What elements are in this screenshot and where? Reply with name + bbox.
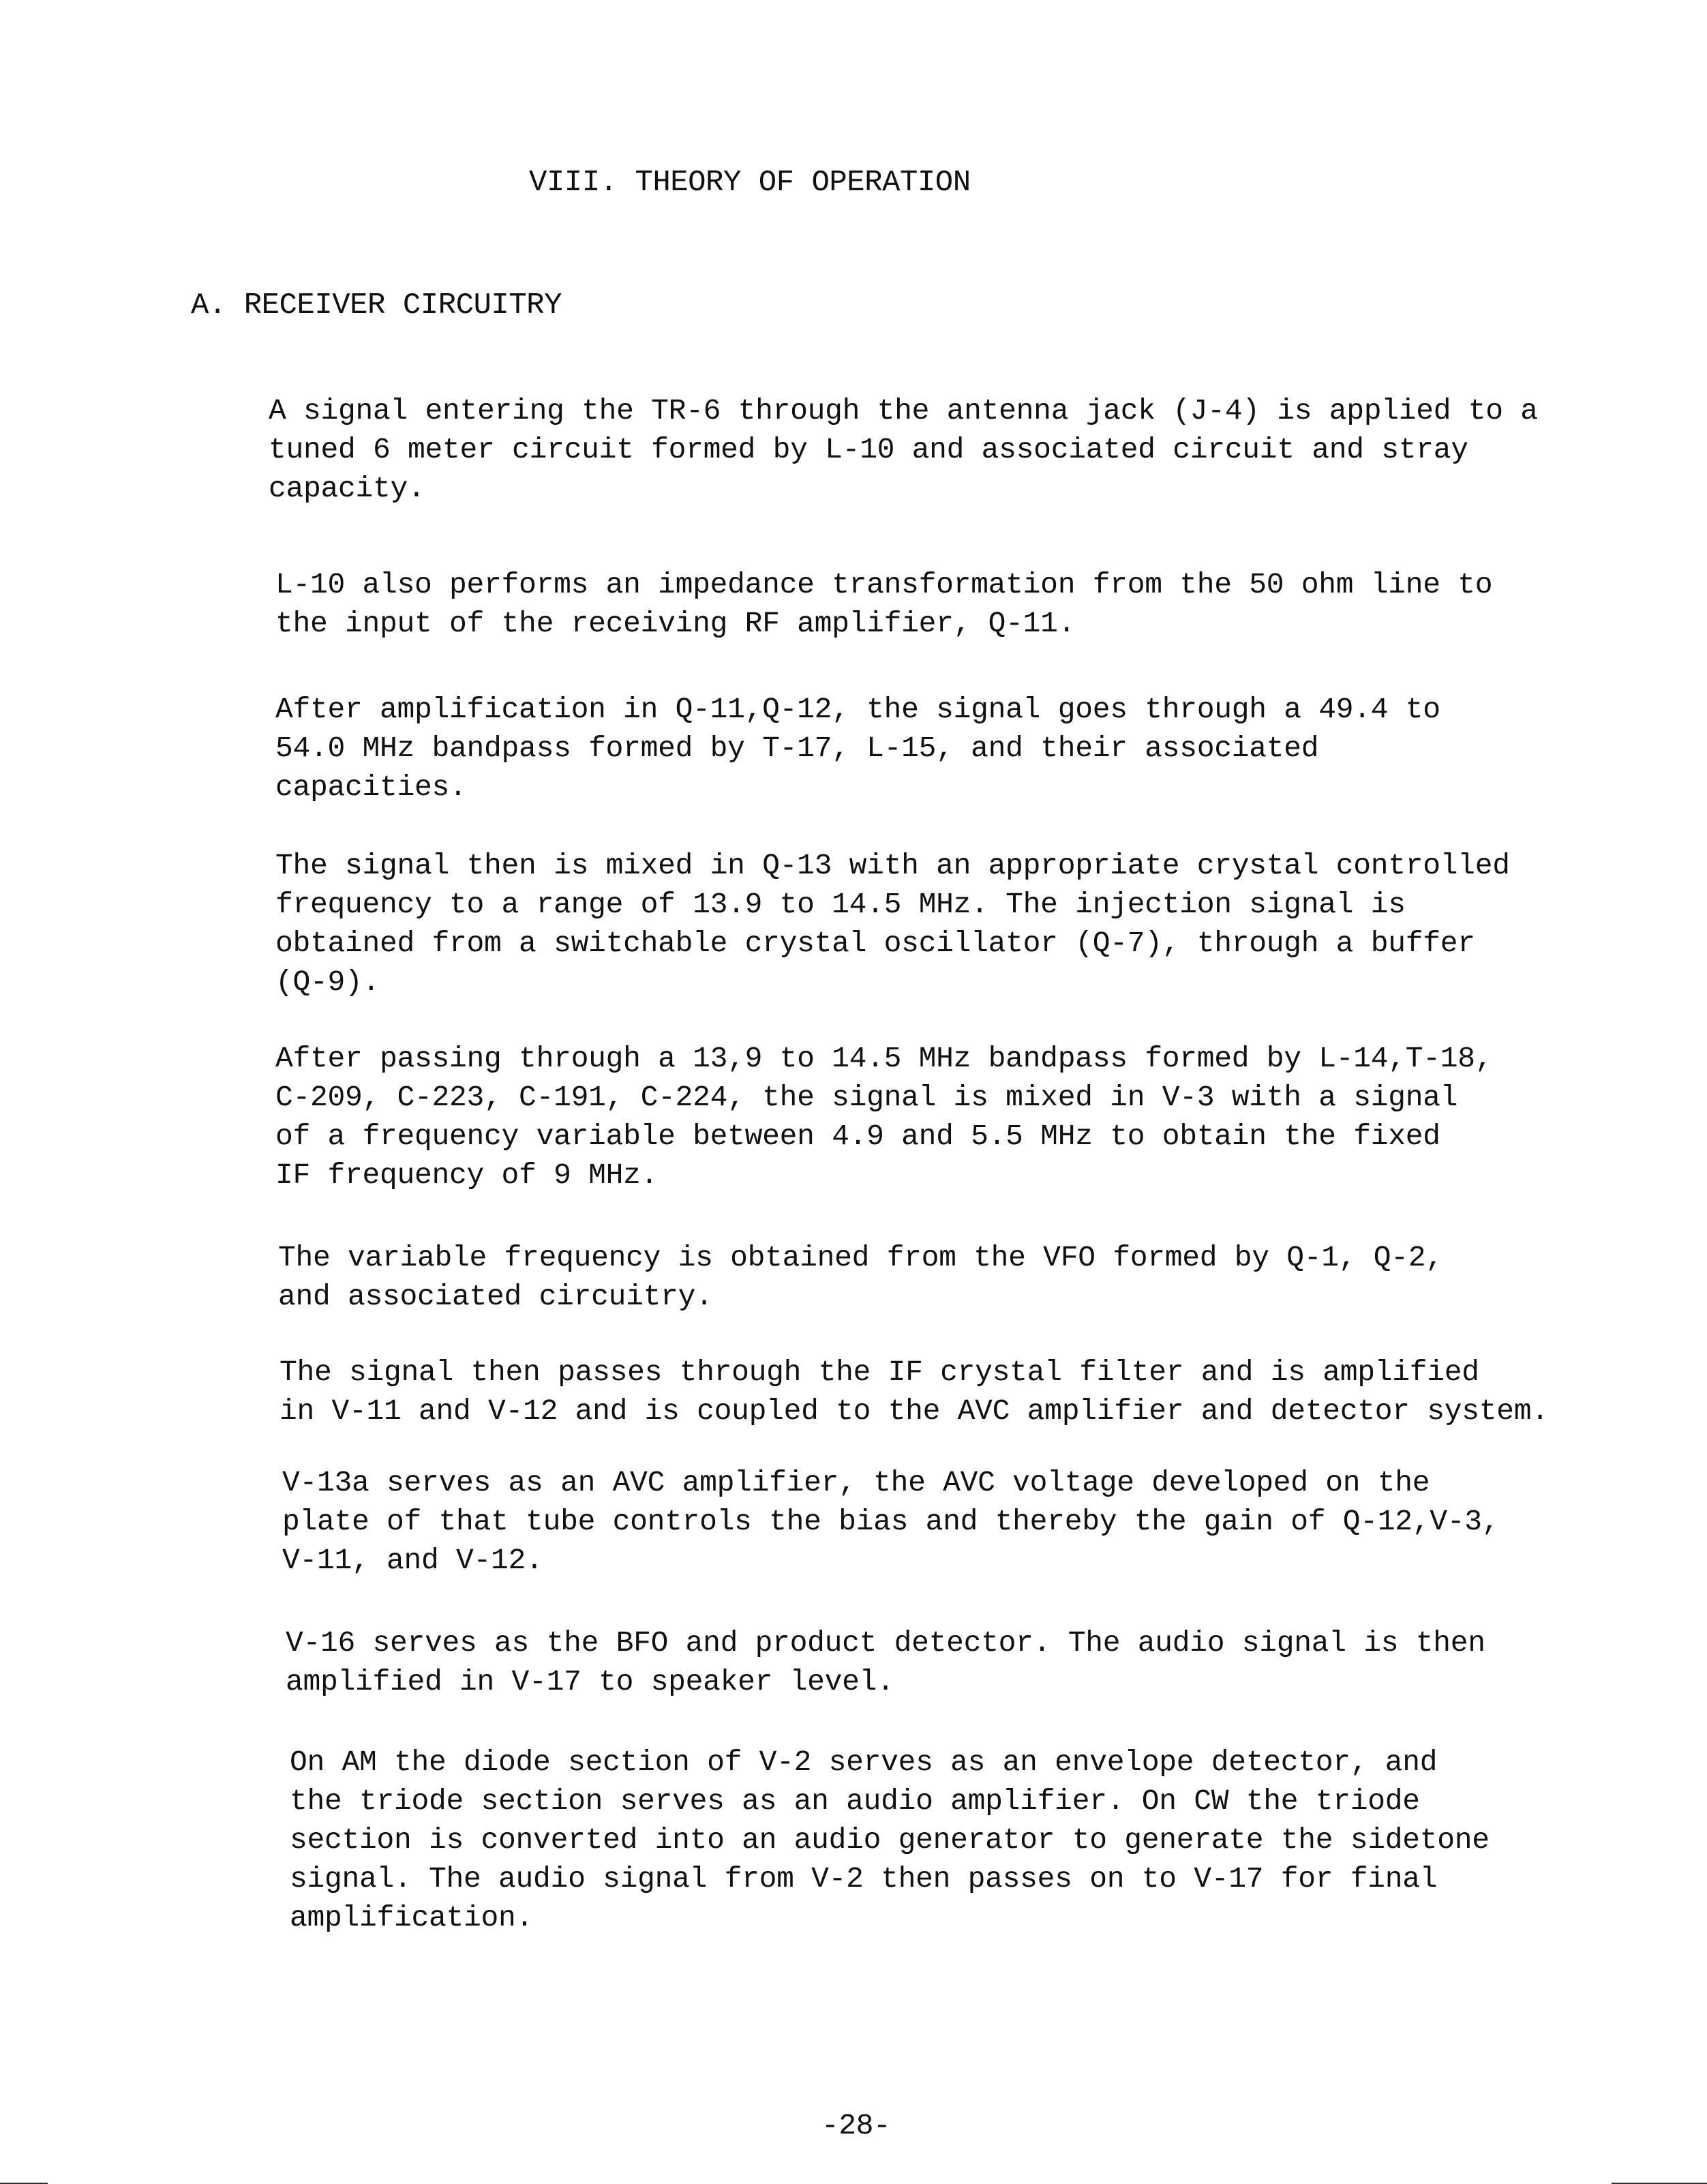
text-line: V-16 serves as the BFO and product detector. The audio signal is then [286, 1626, 1485, 1660]
text-line: frequency to a range of 13.9 to 14.5 MHz. The injection signal is [275, 888, 1406, 921]
text-line: signal. The audio signal from V-2 then passes on to V-17 for final [290, 1862, 1438, 1896]
text-line: section is converted into an audio generator to generate the sidetone [290, 1823, 1490, 1857]
text-line: plate of that tube controls the bias and thereby the gain of Q-12,V-3, [282, 1505, 1500, 1538]
text-line: the triode section serves as an audio amplifier. On CW the triode [290, 1784, 1420, 1818]
text-line: amplification. [290, 1901, 534, 1934]
chapter-title: VIII. THEORY OF OPERATION [529, 166, 971, 200]
text-line: V-11, and V-12. [282, 1544, 543, 1577]
text-line: The signal then is mixed in Q-13 with an appropriate crystal controlled [275, 849, 1510, 882]
text-line: in V-11 and V-12 and is coupled to the AVC amplifier and detector system. [280, 1394, 1549, 1428]
text-line: the input of the receiving RF amplifier, Q-11. [275, 607, 1076, 640]
text-line: After amplification in Q-11,Q-12, the signal goes through a 49.4 to [275, 693, 1440, 726]
text-line: capacity. [269, 472, 425, 505]
text-line: C-209, C-223, C-191, C-224, the signal is mixed in V-3 with a signal [275, 1081, 1458, 1114]
text-line: The variable frequency is obtained from the VFO formed by Q-1, Q-2, [278, 1241, 1443, 1274]
text-line: L-10 also performs an impedance transformation from the 50 ohm line to [275, 568, 1493, 601]
text-line: 54.0 MHz bandpass formed by T-17, L-15, and their associated [275, 732, 1319, 765]
page-number: -28- [821, 2109, 891, 2142]
text-line: The signal then passes through the IF crystal filter and is amplified [280, 1356, 1479, 1389]
text-line: On AM the diode section of V-2 serves as an envelope detector, and [290, 1746, 1438, 1779]
text-line: obtained from a switchable crystal oscillator (Q-7), through a buffer [275, 927, 1475, 960]
text-line: After passing through a 13,9 to 14.5 MHz bandpass formed by L-14,T-18, [275, 1042, 1493, 1075]
text-line: of a frequency variable between 4.9 and 5.5 MHz to obtain the fixed [275, 1120, 1440, 1153]
text-line: and associated circuitry. [278, 1280, 713, 1313]
text-line: amplified in V-17 to speaker level. [286, 1665, 894, 1699]
text-line: capacities. [275, 771, 467, 804]
section-heading: A. RECEIVER CIRCUITRY [191, 288, 562, 323]
text-line: V-13a serves as an AVC amplifier, the AVC voltage developed on the [282, 1466, 1430, 1499]
text-line: A signal entering the TR-6 through the antenna jack (J-4) is applied to a [269, 394, 1538, 428]
text-line: tuned 6 meter circuit formed by L-10 and associated circuit and stray [269, 433, 1468, 466]
text-line: (Q-9). [275, 966, 380, 999]
text-line: IF frequency of 9 MHz. [275, 1158, 659, 1192]
